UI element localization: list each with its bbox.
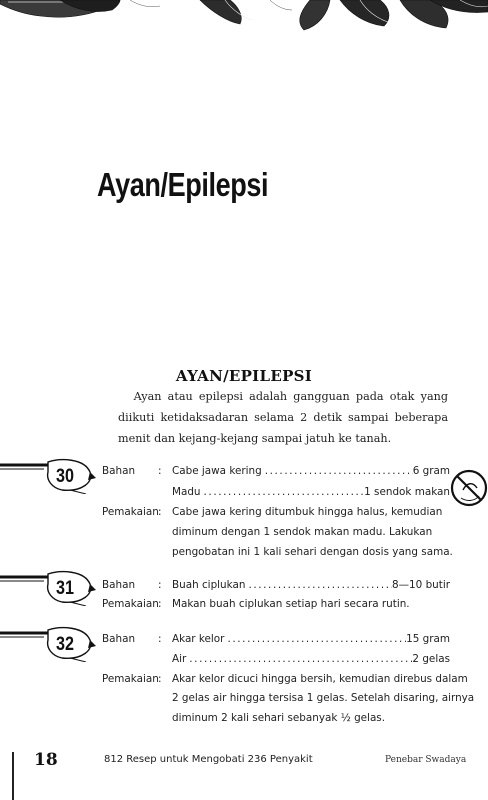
ingredient-name: Air xyxy=(172,653,187,665)
ingredient-name: Madu xyxy=(172,486,201,498)
colon: : xyxy=(158,633,162,645)
ingredient-name: Cabe jawa kering xyxy=(172,465,262,477)
no-symbol-stamp-icon xyxy=(449,468,488,508)
usage-line: diminum 2 kali sehari sebanyak ½ gelas. xyxy=(172,712,386,724)
colon: : xyxy=(158,465,162,477)
usage-line: Akar kelor dicuci hingga bersih, kemudian direbus dalam xyxy=(172,673,468,685)
page-footer xyxy=(0,748,488,772)
leaf-decoration-icon xyxy=(0,0,488,40)
ingredient-amount: 2 gelas xyxy=(412,653,450,665)
colon: : xyxy=(158,579,162,591)
bahan-label: Bahan xyxy=(102,633,136,645)
ingredient-row xyxy=(172,486,450,498)
recipe-number-badge-icon xyxy=(0,570,102,606)
leader-dots xyxy=(186,653,412,665)
pemakaian-label: Pemakaian xyxy=(102,506,159,518)
usage-line: pengobatan ini 1 kali sehari dengan dosis yang sama. xyxy=(172,546,453,558)
ingredient-amount: 1 sendok makan xyxy=(364,486,450,498)
ingredient-row xyxy=(172,465,450,477)
recipe-number-badge-icon xyxy=(0,626,102,662)
intro-text: Ayan atau epilepsi adalah gangguan pada otak yang diikuti ketidaksadaran selama 2 detik sampai beberapa menit dan kejang-kejang sampai jatuh ke tanah. xyxy=(118,390,448,445)
page-number: 18 xyxy=(34,750,58,770)
pemakaian-label: Pemakaian xyxy=(102,673,159,685)
leader-dots xyxy=(262,465,413,477)
leader-dots xyxy=(224,633,406,645)
recipe-number: 31 xyxy=(56,578,74,599)
usage-line: 2 gelas air hingga tersisa 1 gelas. Setelah disaring, airnya xyxy=(172,692,475,704)
bahan-label: Bahan xyxy=(102,465,136,477)
intro-paragraph xyxy=(118,386,448,449)
leader-dots xyxy=(245,579,392,591)
publisher-name: Penebar Swadaya xyxy=(385,755,467,765)
ingredient-amount: 8—10 butir xyxy=(392,579,450,591)
chapter-title: Ayan/Epilepsi xyxy=(97,166,269,203)
ingredient-amount: 6 gram xyxy=(412,465,450,477)
ingredient-row xyxy=(172,633,450,645)
recipe-number-badge-icon xyxy=(0,458,102,494)
book-title: 812 Resep untuk Mengobati 236 Penyakit xyxy=(104,754,313,765)
leader-dots xyxy=(201,486,365,498)
colon: : xyxy=(158,673,162,685)
ingredient-row xyxy=(172,579,450,591)
bahan-label: Bahan xyxy=(102,579,136,591)
colon: : xyxy=(158,506,162,518)
colon: : xyxy=(158,598,162,610)
usage-line: Makan buah ciplukan setiap hari secara rutin. xyxy=(172,598,410,610)
pemakaian-label: Pemakaian xyxy=(102,598,159,610)
usage-line: diminum dengan 1 sendok makan madu. Lakukan xyxy=(172,526,433,538)
recipe-number: 32 xyxy=(56,634,74,655)
ingredient-amount: 15 gram xyxy=(406,633,450,645)
usage-line: Cabe jawa kering ditumbuk hingga halus, kemudian xyxy=(172,506,443,518)
ingredient-name: Buah ciplukan xyxy=(172,579,246,591)
section-title: AYAN/EPILEPSI xyxy=(175,367,313,385)
recipe-number: 30 xyxy=(56,466,74,487)
ingredient-row xyxy=(172,653,450,665)
ingredient-name: Akar kelor xyxy=(172,633,225,645)
